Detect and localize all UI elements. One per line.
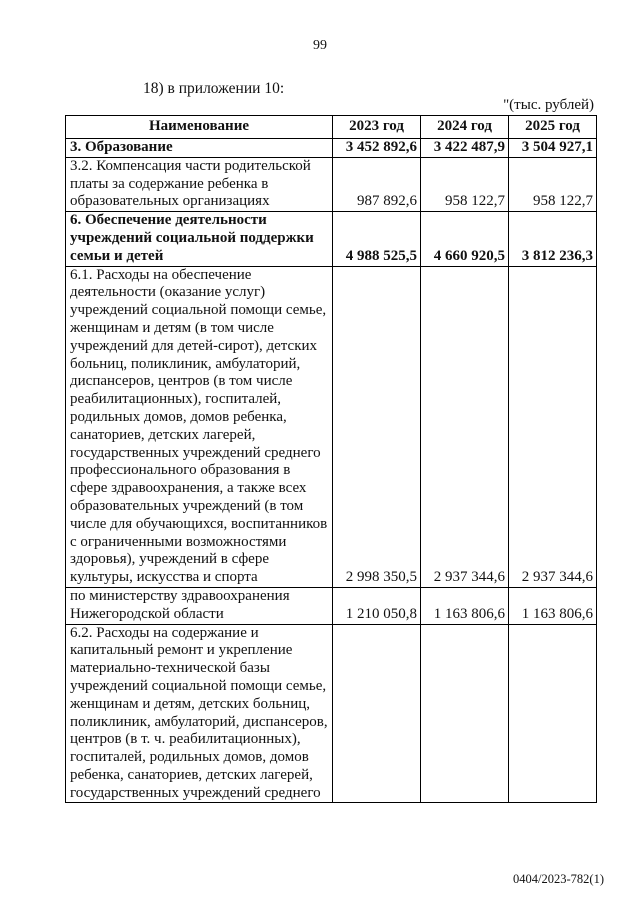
value-2024: 1 163 806,6 bbox=[421, 587, 509, 624]
value-2025: 3 812 236,3 bbox=[509, 212, 597, 266]
table-row bbox=[66, 624, 597, 803]
table-row bbox=[66, 157, 597, 211]
header-name: Наименование bbox=[66, 116, 333, 139]
row-name: 6.1. Расходы на обеспечение деятельности (оказание услуг) учреждений социальной помощи семье, женщинам и детям (в том числе учреждений для детей-сирот), детских больниц, поликлиник, амбулаторий, диспансеров, центров (в том числе реабилитационных), госпиталей, родильных домов, домов ребенка, санаториев, детских лагерей, государственных учреждений среднего профессионального образования в сфере здравоохранения, а также всех образовательных учреждений (в том числе для обучающихся, воспитанников с ограниченными возможностями здоровья), учреждений в сфере культуры, искусства и спорта bbox=[66, 266, 333, 587]
row-name: 6. Обеспечение деятельности учреждений социальной поддержки семьи и детей bbox=[66, 212, 333, 266]
intro-text: 18) в приложении 10: bbox=[143, 80, 285, 97]
value-2023: 2 998 350,5 bbox=[333, 266, 421, 587]
value-2025: 958 122,7 bbox=[509, 157, 597, 211]
page-number: 99 bbox=[313, 38, 327, 53]
header-2024: 2024 год bbox=[421, 116, 509, 139]
document-code: 0404/2023-782(1) bbox=[513, 872, 604, 886]
value-2024 bbox=[421, 624, 509, 803]
table-row bbox=[66, 212, 597, 266]
budget-table bbox=[65, 115, 597, 803]
row-name: по министерству здравоохранения Нижегородской области bbox=[66, 587, 333, 624]
value-2023: 4 988 525,5 bbox=[333, 212, 421, 266]
value-2025: 3 504 927,1 bbox=[509, 139, 597, 158]
value-2023 bbox=[333, 624, 421, 803]
table-row bbox=[66, 266, 597, 587]
value-2025 bbox=[509, 624, 597, 803]
value-2023: 1 210 050,8 bbox=[333, 587, 421, 624]
value-2024: 2 937 344,6 bbox=[421, 266, 509, 587]
row-name: 3. Образование bbox=[66, 139, 333, 158]
value-2024: 958 122,7 bbox=[421, 157, 509, 211]
header-2023: 2023 год bbox=[333, 116, 421, 139]
value-2025: 2 937 344,6 bbox=[509, 266, 597, 587]
units-label: "(тыс. рублей) bbox=[503, 97, 594, 113]
table-header-row bbox=[66, 116, 597, 139]
table-row bbox=[66, 587, 597, 624]
value-2023: 3 452 892,6 bbox=[333, 139, 421, 158]
row-name: 6.2. Расходы на содержание и капитальный ремонт и укрепление материально-технической базы учреждений социальной помощи семье, женщинам и детям, детских больниц, поликлиник, амбулаторий, диспансеров, центров (в т. ч. реабилитационных), госпиталей, родильных домов, домов ребенка, санаториев, детских лагерей, государственных учреждений среднего bbox=[66, 624, 333, 803]
row-name: 3.2. Компенсация части родительской платы за содержание ребенка в образовательных организациях bbox=[66, 157, 333, 211]
header-2025: 2025 год bbox=[509, 116, 597, 139]
value-2025: 1 163 806,6 bbox=[509, 587, 597, 624]
value-2023: 987 892,6 bbox=[333, 157, 421, 211]
table-row bbox=[66, 139, 597, 158]
value-2024: 3 422 487,9 bbox=[421, 139, 509, 158]
value-2024: 4 660 920,5 bbox=[421, 212, 509, 266]
